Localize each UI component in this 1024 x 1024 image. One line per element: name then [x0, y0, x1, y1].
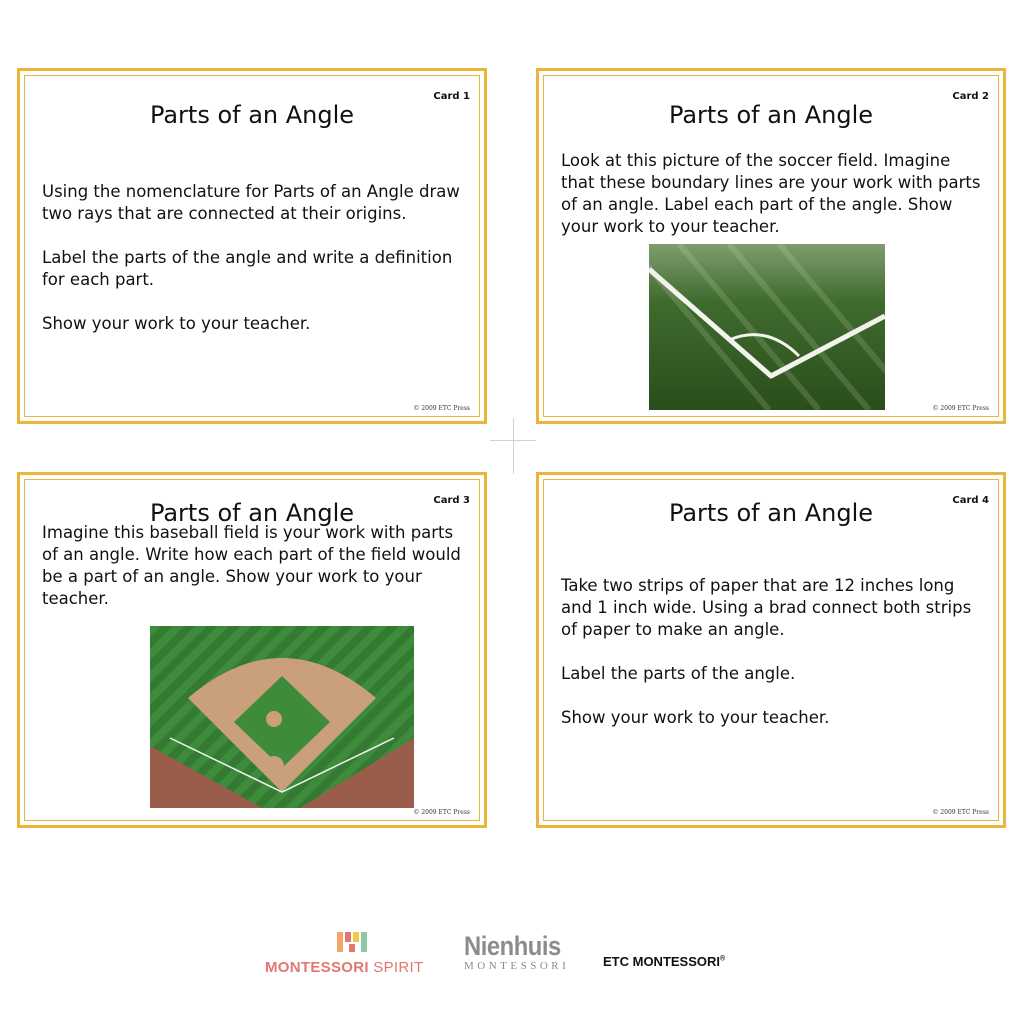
card-number: Card 3: [433, 495, 470, 506]
card-title: Parts of an Angle: [149, 499, 355, 527]
copyright-notice: © 2009 ETC Press: [932, 405, 989, 412]
copyright-notice: © 2009 ETC Press: [932, 809, 989, 816]
montessori-spirit-word-1: MONTESSORI: [265, 959, 369, 976]
card-paragraph: Using the nomenclature for Parts of an Angle draw two rays that are connected at their origins.: [42, 182, 460, 223]
registered-mark: ®: [720, 955, 726, 963]
card-body: [42, 522, 462, 632]
task-card-2: [536, 68, 1006, 424]
card-title: Parts of an Angle: [668, 499, 874, 527]
center-crosshair-vertical: [513, 418, 514, 474]
card-number: Card 4: [952, 495, 989, 506]
nienhuis-wordmark: Nienhuis: [464, 931, 561, 961]
etc-montessori-wordmark: ETC MONTESSORI: [603, 954, 721, 969]
nienhuis-subtitle: MONTESSORI: [464, 960, 570, 972]
card-body: [561, 575, 981, 751]
montessori-spirit-wordmark: [265, 959, 423, 976]
card-number: Card 2: [952, 91, 989, 102]
card-paragraph: Take two strips of paper that are 12 inches long and 1 inch wide. Using a brad connect both strips of paper to make an angle.: [561, 576, 972, 639]
nienhuis-logo: [464, 932, 574, 972]
card-title: Parts of an Angle: [149, 101, 355, 129]
card-paragraph: Show your work to your teacher.: [42, 314, 311, 333]
montessori-spirit-emblem-icon: [335, 930, 369, 954]
copyright-notice: © 2009 ETC Press: [413, 405, 470, 412]
card-paragraph: Label the parts of the angle and write a definition for each part.: [42, 248, 453, 289]
montessori-spirit-word-2: SPIRIT: [368, 959, 424, 976]
card-number: Card 1: [433, 91, 470, 102]
card-body: [42, 181, 462, 357]
card-paragraph: Show your work to your teacher.: [561, 708, 830, 727]
task-card-4: [536, 472, 1006, 828]
card-paragraph: Imagine this baseball field is your work with parts of an angle. Write how each part of the field would be a part of an angle. Show your work to your teacher.: [42, 523, 461, 608]
card-paragraph: Label the parts of the angle.: [561, 664, 796, 683]
task-card-3: [17, 472, 487, 828]
copyright-notice: © 2009 ETC Press: [413, 809, 470, 816]
baseball-field-photo: [150, 626, 414, 808]
soccer-field-photo: [649, 244, 885, 410]
etc-montessori-logo: [603, 951, 725, 970]
card-title: Parts of an Angle: [668, 101, 874, 129]
task-card-1: [17, 68, 487, 424]
card-paragraph: Look at this picture of the soccer field. Imagine that these boundary lines are your work with parts of an angle. Label each part of the angle. Show your work to your teacher.: [561, 151, 981, 236]
